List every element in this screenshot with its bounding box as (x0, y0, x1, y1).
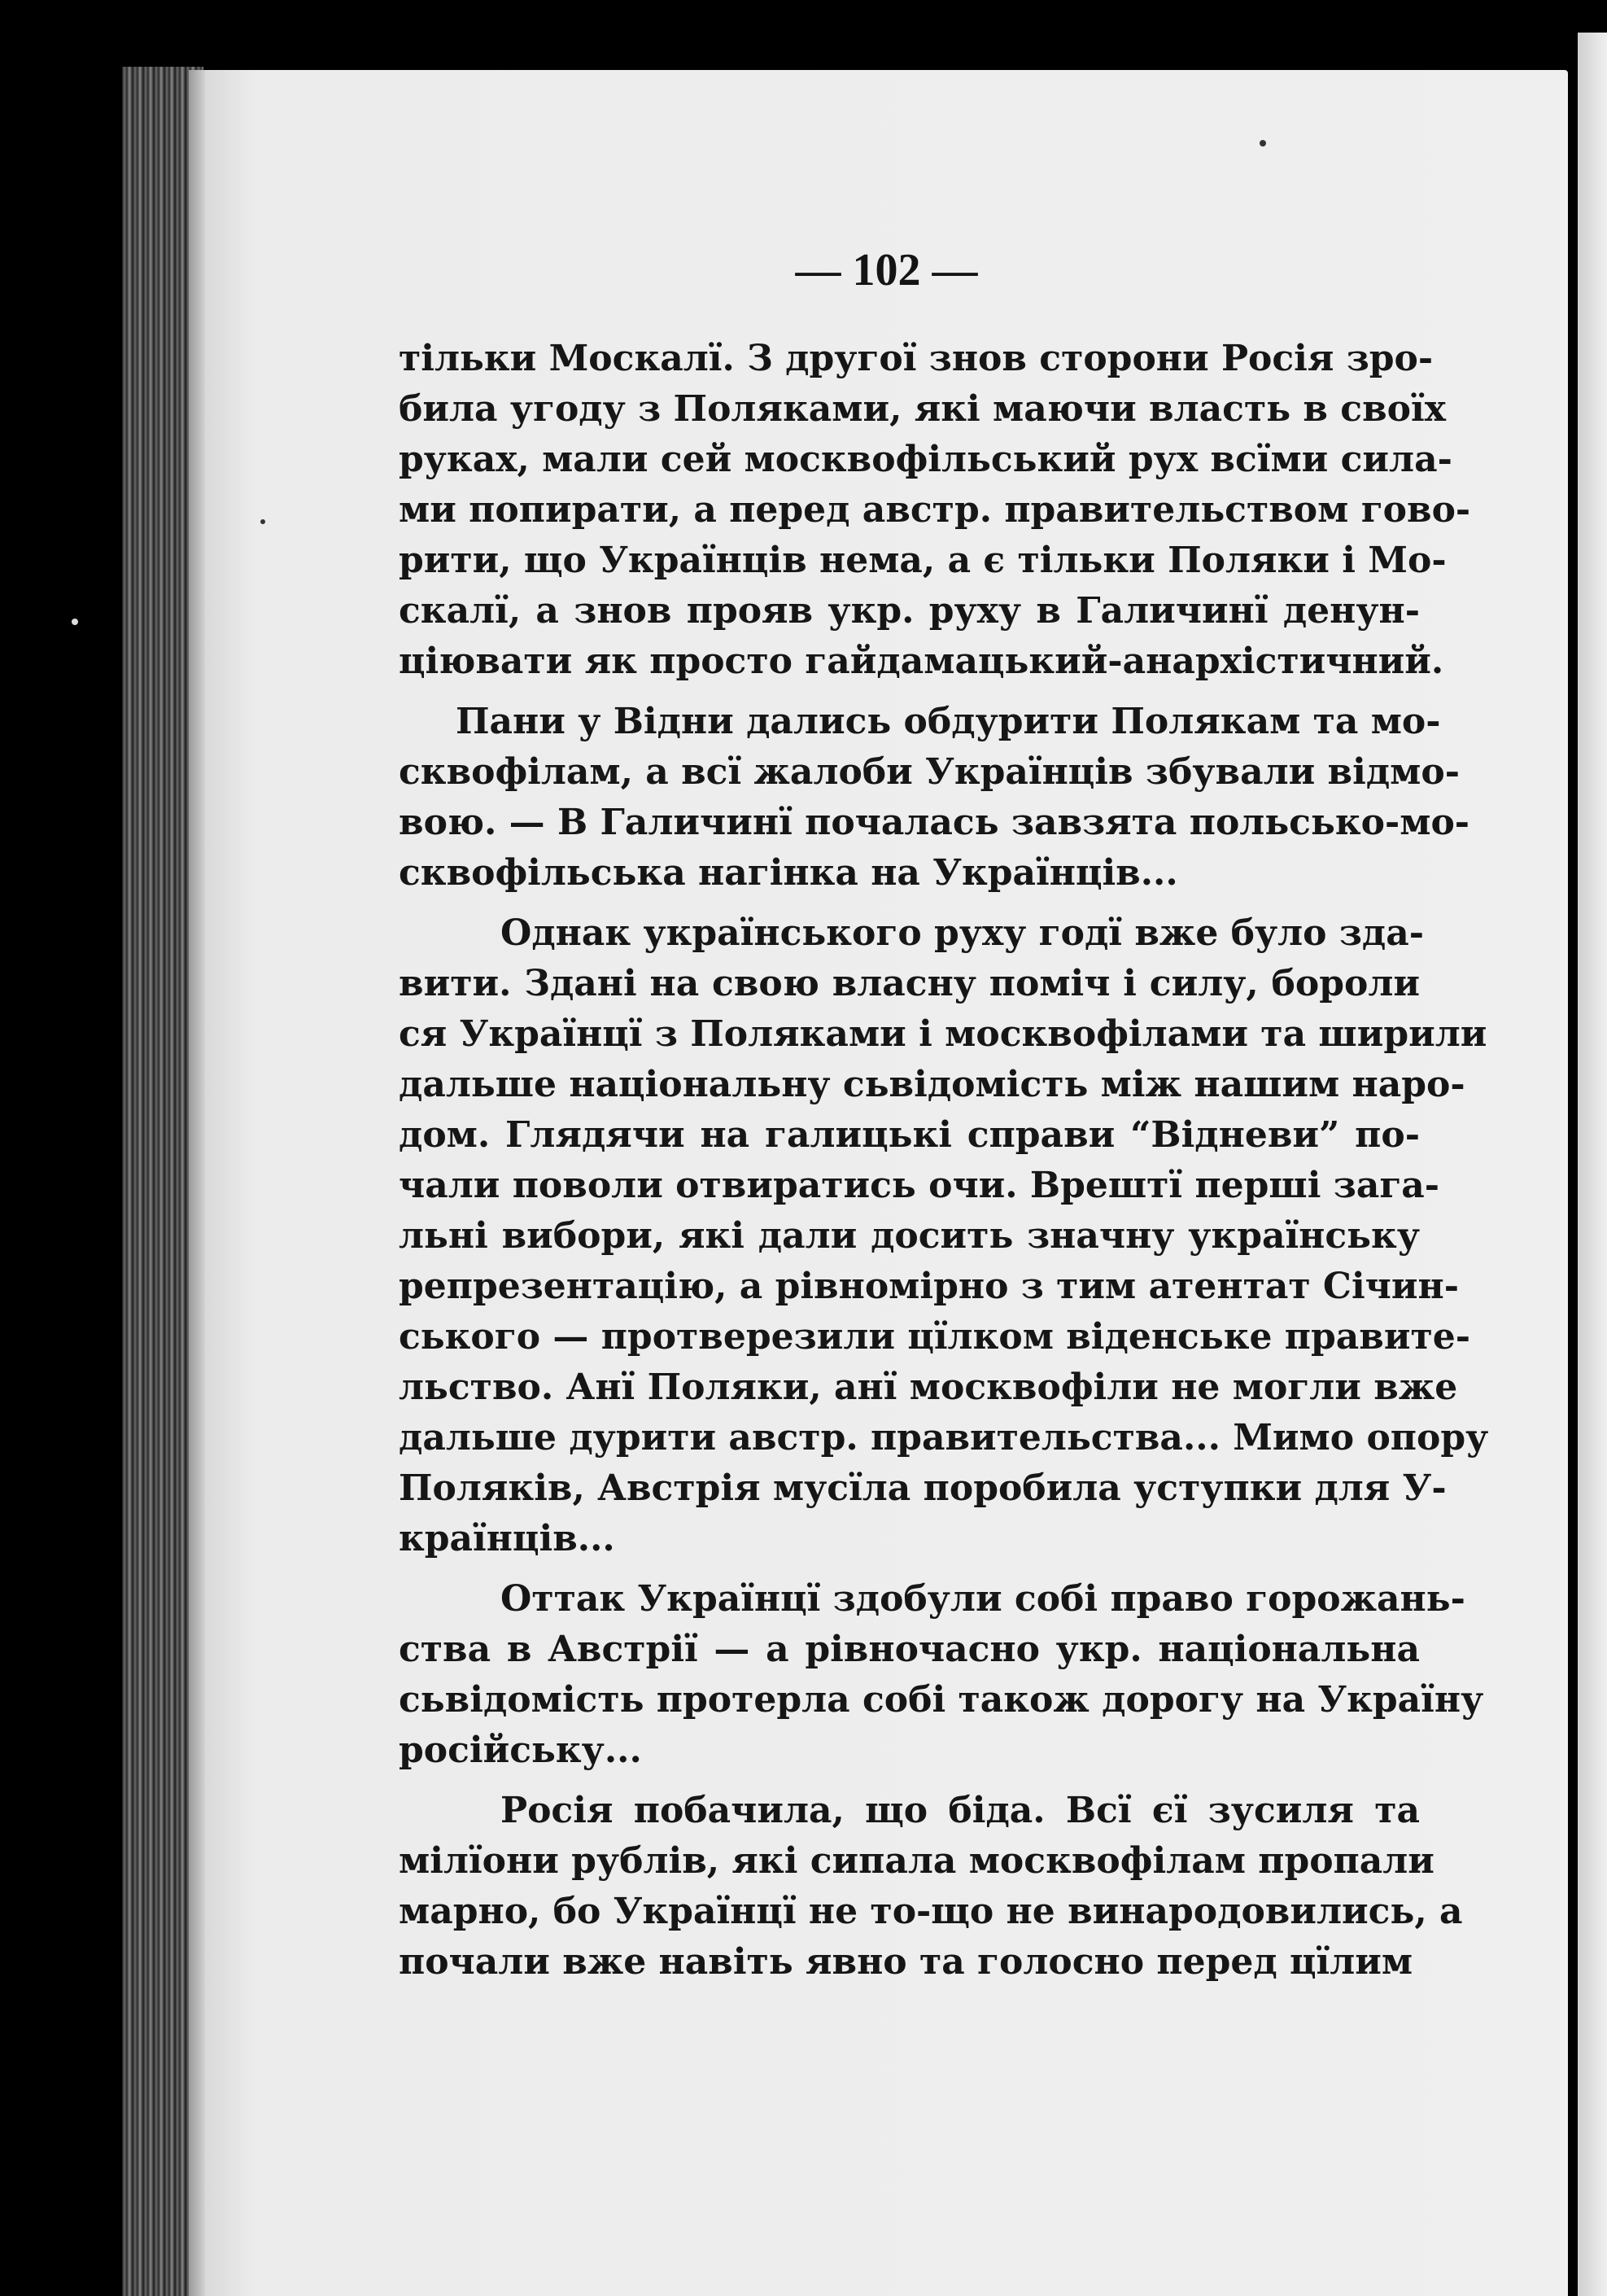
text-line: мілїони рублів, які сипала москвофілам пропали (399, 1840, 1435, 1882)
text-line: Пани у Відни дались обдурити Полякам та мо- (456, 701, 1441, 742)
text-line: льство. Анї Поляки, анї москвофіли не могли вже (399, 1367, 1458, 1408)
text-line: ми попирати, а перед австр. правительством гово- (399, 489, 1471, 531)
paragraph-gap (399, 1776, 1420, 1786)
text-line: сьвідомість протерла собі також дорогу на Україну (399, 1679, 1484, 1721)
paragraph-gap (399, 1564, 1420, 1574)
next-page-edge (1578, 33, 1607, 2296)
text-line: Однак українського руху годї вже було зда- (500, 912, 1425, 954)
text-line: скалї, а знов прояв укр. руху в Галичинї денун- (399, 590, 1420, 632)
text-line: ства в Австрії — а рівночасно укр. національна (399, 1629, 1420, 1670)
text-line: ся Українцї з Поляками і москвофілами та ширили (399, 1013, 1487, 1055)
dust-speck (260, 519, 265, 524)
page-number: — 102 — (795, 245, 978, 295)
text-line: сквофілам, а всї жалоби Українців збували відмо- (399, 751, 1460, 793)
dust-speck (72, 619, 78, 625)
page-edge-left (189, 70, 207, 2296)
text-line: руках, мали сей москвофільський рух всїми сила- (399, 439, 1452, 480)
text-line: вою. — В Галичинї почалась завзята польсько-мо- (399, 802, 1470, 843)
paragraph (399, 1574, 1484, 1776)
dust-speck (1260, 140, 1266, 147)
text-line: тільки Москалї. З другої знов сторони Росія зро- (399, 338, 1434, 379)
text-line: чали поволи отвиратись очи. Врештї перші зага- (399, 1165, 1440, 1206)
paragraph (399, 908, 1489, 1564)
text-line: льні вибори, які дали досить значну українську (399, 1215, 1420, 1257)
paragraph (399, 697, 1470, 899)
text-line: Оттак Українцї здобули собі право горожань- (500, 1578, 1465, 1620)
text-line: вити. Здані на свою власну поміч і силу, бороли (399, 963, 1420, 1004)
paragraph-gap (399, 899, 1420, 908)
text-line: рити, що Українців нема, а є тільки Поляки і Мо- (399, 540, 1447, 581)
text-line: Поляків, Австрія мусїла поробила уступки для У- (399, 1467, 1447, 1509)
text-line: дальше національну сьвідомість між нашим наро- (399, 1064, 1465, 1105)
text-line: дом. Глядячи на галицькі справи “Відневи” по- (399, 1114, 1420, 1156)
text-line: ського — протверезили цїлком віденське правите- (399, 1316, 1470, 1358)
paragraph-gap (399, 687, 1420, 697)
text-line: ціювати як просто гайдамацький-анархістичний. (399, 641, 1444, 682)
text-line: почали вже навіть явно та голосно перед цїлим (399, 1941, 1413, 1983)
scan-border-right (1568, 33, 1578, 2296)
text-line: била угоду з Поляками, які маючи власть в своїх (399, 388, 1446, 430)
body-text (399, 334, 1489, 1988)
text-line: сквофільська нагінка на Українців... (399, 852, 1178, 894)
text-line: репрезентацію, а рівномірно з тим атентат Січин- (399, 1266, 1459, 1307)
text-line: Росія побачила, що біда. Всї єї зусиля та (500, 1790, 1420, 1831)
paragraph (399, 334, 1471, 687)
text-line: марно, бо Українцї не то-що не винародовились, а (399, 1891, 1463, 1932)
text-line: країнців... (399, 1518, 615, 1559)
paragraph (399, 1786, 1463, 1988)
text-line: російську... (399, 1730, 642, 1771)
text-line: дальше дурити австр. правительства... Мимо опору (399, 1417, 1489, 1459)
